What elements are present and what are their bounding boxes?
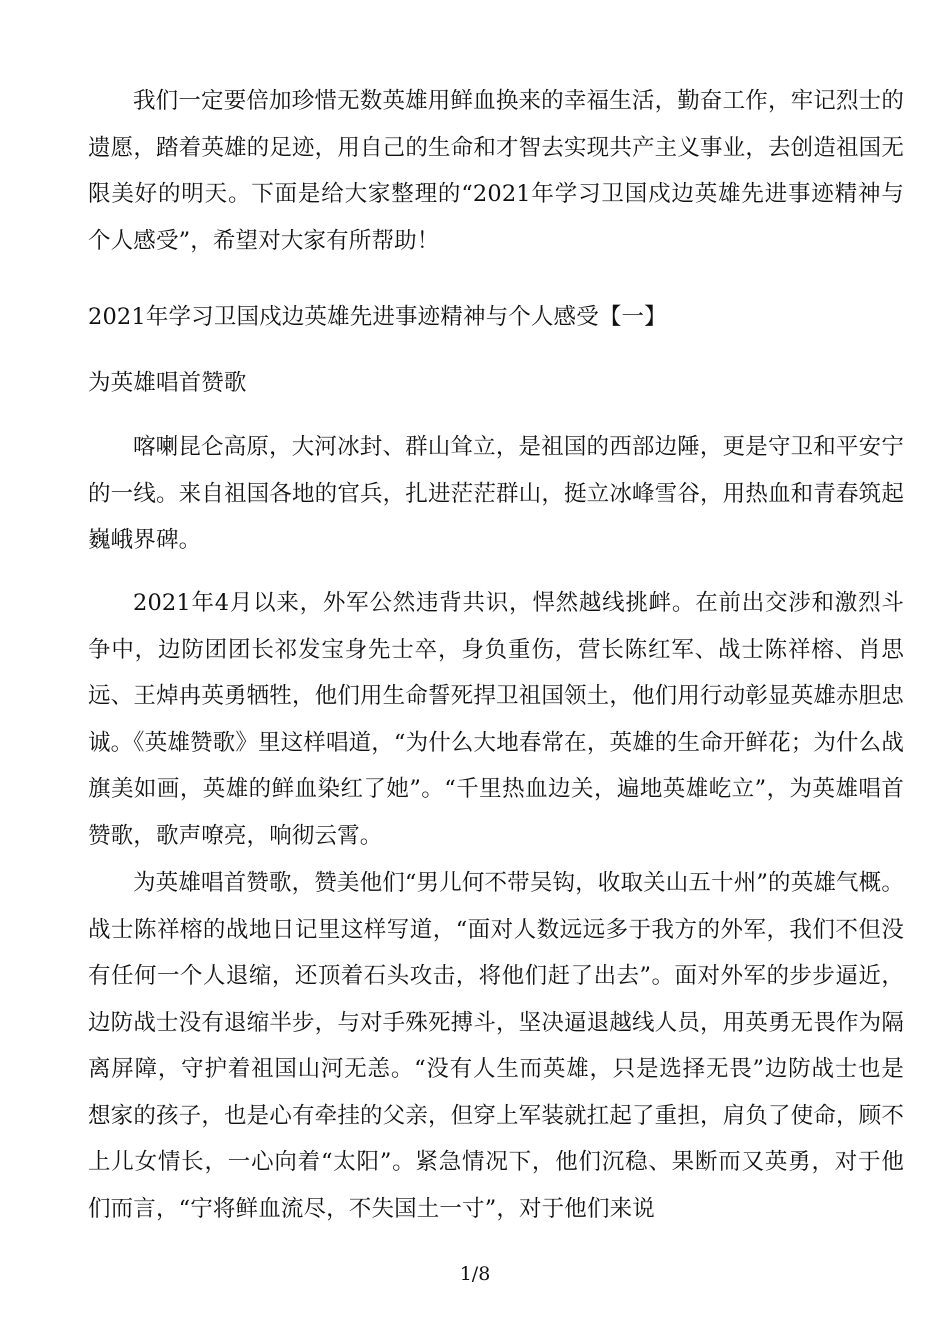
section-subtitle: 为英雄唱首赞歌 (88, 370, 247, 396)
page-number: 1/8 (459, 1263, 491, 1285)
body-paragraph-3: 为英雄唱首赞歌，赞美他们“男儿何不带吴钩，收取关山五十州”的英雄气概。战士陈祥榕的战地日记里这样写道，“面对人数远远多于我方的外军，我们不但没有任何一个人退缩，还顶着石头攻击，将他们赶了出去”。面对外军的步步逼近，边防战士没有退缩半步，与对手殊死搏斗，坚决逼退越线人员，用英勇无畏作为隔离屏障，守护着祖国山河无恙。“没有人生而英雄，只是选择无畏”边防战士也是想家的孩子，也是心有牵挂的父亲，但穿上军装就扛起了重担，肩负了使命，顾不上儿女情长，一心向着“太阳”。紧急情况下，他们沉稳、果断而又英勇，对于他们而言，“宁将鲜血流尽，不失国土一寸”，对于他们来说 (88, 870, 904, 1222)
body-paragraph-1: 喀喇昆仑高原，大河冰封、群山耸立，是祖国的西部边陲，更是守卫和平安宁的一线。来自祖国各地的官兵，扎进茫茫群山，挺立冰峰雪谷，用热血和青春筑起巍峨界碑。 (88, 434, 904, 553)
body-paragraph-2: 2021年4月以来，外军公然违背共识，悍然越线挑衅。在前出交涉和激烈斗争中，边防团团长祁发宝身先士卒，身负重伤，营长陈红军、战士陈祥榕、肖思远、王焯冉英勇牺牲，他们用生命誓死捍卫祖国领土，他们用行动彰显英雄赤胆忠诚。《英雄赞歌》里这样唱道，“为什么大地春常在，英雄的生命开鲜花；为什么战旗美如画，英雄的鲜血染红了她”。“千里热血边关，遍地英雄屹立”，为英雄唱首赞歌，歌声嘹亮，响彻云霄。 (88, 590, 904, 849)
section-heading: 2021年学习卫国戍边英雄先进事迹精神与个人感受【一】 (88, 304, 667, 330)
intro-paragraph: 我们一定要倍加珍惜无数英雄用鲜血换来的幸福生活，勤奋工作，牢记烈士的遗愿，踏着英雄的足迹，用自己的生命和才智去实现共产主义事业，去创造祖国无限美好的明天。下面是给大家整理的“2021年学习卫国戍边英雄先进事迹精神与个人感受”，希望对大家有所帮助！ (88, 88, 904, 254)
